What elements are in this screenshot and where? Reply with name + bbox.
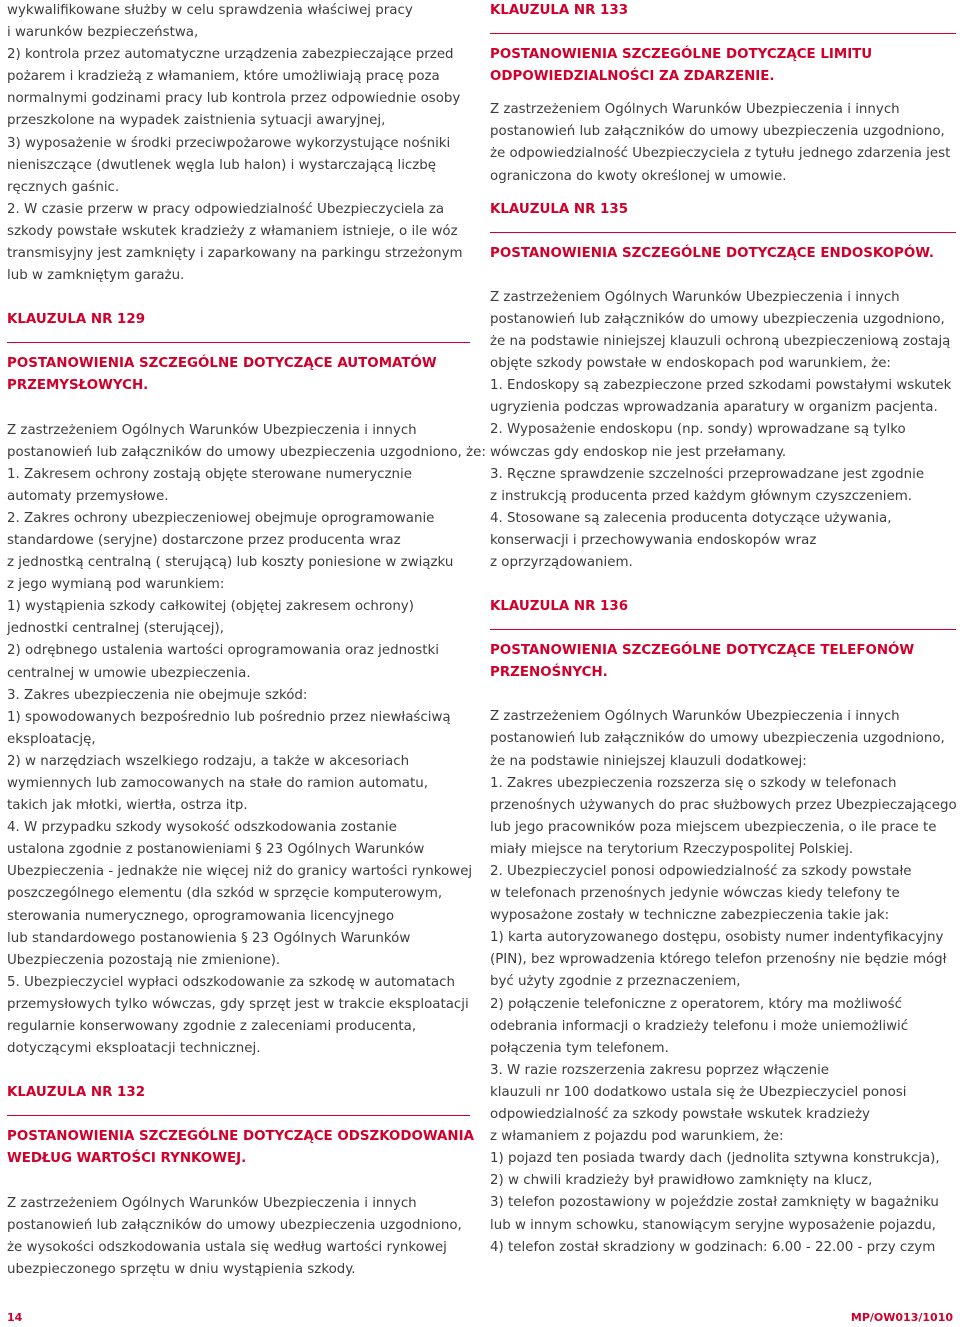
paragraph-line: jednostki centralnej (sterującej),: [7, 621, 224, 637]
paragraph-line: ograniczona do kwoty określonej w umowie.: [490, 168, 787, 184]
paragraph-line: konserwacji i przechowywania endoskopów wraz: [490, 532, 817, 548]
paragraph-line: lub jego pracowników poza miejscem ubezpieczenia, o ile prace te: [490, 819, 937, 835]
clause-135-divider: [490, 232, 956, 233]
clause-136-divider: [490, 629, 956, 630]
paragraph-line: 3. Ręczne sprawdzenie szczelności przeprowadzane jest zgodnie: [490, 466, 925, 482]
paragraph-line: z jednostką centralną ( sterującą) lub koszty poniesione w związku: [7, 555, 454, 571]
paragraph-line: ustalona zgodnie z postanowieniami § 23 Ogólnych Warunków: [7, 842, 425, 858]
paragraph-line: 1) pojazd ten posiada twardy dach (jednolita sztywna konstrukcja),: [490, 1151, 940, 1167]
paragraph-line: eksploatację,: [7, 731, 96, 747]
paragraph-line: takich jak młotki, wiertła, ostrza itp.: [7, 798, 248, 814]
paragraph-line: przeszkolone na wypadek zaistnienia sytuacji awaryjnej,: [7, 113, 386, 129]
paragraph-line: że na podstawie niniejszej klauzuli dodatkowej:: [490, 753, 807, 769]
paragraph-line: wymiennych lub zamocowanych na stałe do ramion automatu,: [7, 776, 428, 791]
paragraph-line: wyposażone zostały w techniczne zabezpieczenia takie jak:: [490, 908, 890, 924]
paragraph-line: z jego wymianą pod warunkiem:: [7, 577, 225, 593]
clause-title-line: POSTANOWIENIA SZCZEGÓLNE DOTYCZĄCE ODSZKODOWANIA: [7, 1129, 474, 1145]
paragraph-line: 1) wystąpienia szkody całkowitej (objętej zakresem ochrony): [7, 599, 414, 615]
paragraph-line: 2) w narzędziach wszelkiego rodzaju, a także w akcesoriach: [7, 753, 410, 769]
paragraph-line: Z zastrzeżeniem Ogólnych Warunków Ubezpieczenia i innych: [490, 102, 900, 118]
paragraph-line: regularnie konserwowany zgodnie z zaleceniami producenta,: [7, 1019, 417, 1035]
paragraph-line: miały miejsce na terytorium Rzeczypospolitej Polskiej.: [490, 841, 854, 857]
paragraph-line: przenośnych używanych do prac służbowych przez Ubezpieczającego: [490, 797, 957, 813]
paragraph-line: że na podstawie niniejszej klauzuli ochroną ubezpieczeniową zostają: [490, 334, 951, 350]
clause-135-number: KLAUZULA NR 135: [490, 201, 629, 217]
paragraph-line: 2) odrębnego ustalenia wartości oprogramowania oraz jednostki: [7, 643, 439, 659]
clause-title-line: POSTANOWIENIA SZCZEGÓLNE DOTYCZĄCE TELEFONÓW: [490, 643, 915, 659]
paragraph-line: 3) wyposażenie w środki przeciwpożarowe wykorzystujące nośniki: [7, 135, 451, 151]
paragraph-line: 1. Zakres ubezpieczenia rozszerza się o szkody w telefonach: [490, 775, 897, 791]
paragraph-line: z oprzyrządowaniem.: [490, 554, 633, 570]
paragraph-line: odebrania informacji o kradzieży telefonu i może uniemożliwić: [490, 1018, 909, 1034]
paragraph-line: wówczas gdy endoskop nie jest przełamany.: [490, 444, 787, 460]
paragraph-line: 2. Ubezpieczyciel ponosi odpowiedzialność za szkody powstałe: [490, 864, 912, 879]
paragraph-line: postanowień lub załączników do umowy ubezpieczenia uzgodniono,: [7, 1217, 462, 1233]
clause-132-divider: [7, 1115, 470, 1116]
left-column: [7, 0, 486, 1281]
paragraph-line: 1) spowodowanych bezpośrednio lub pośrednio przez niewłaściwą: [7, 709, 451, 725]
paragraph-line: że odpowiedzialność Ubezpieczyciela z tytułu jednego zdarzenia jest: [490, 146, 951, 162]
paragraph-line: 1. Zakresem ochrony zostają objęte sterowane numerycznie: [7, 466, 413, 482]
clause-133-number: KLAUZULA NR 133: [490, 3, 629, 18]
paragraph-line: poszczególnego elementu (dla szkód w sprzęcie komputerowym,: [7, 886, 443, 902]
clause-title-line: ODPOWIEDZIALNOŚCI ZA ZDARZENIE.: [490, 69, 775, 85]
paragraph-line: lub standardowego postanowienia § 23 Ogólnych Warunków: [7, 930, 411, 946]
paragraph-line: ręcznych gaśnic.: [7, 179, 120, 195]
paragraph-line: Z zastrzeżeniem Ogólnych Warunków Ubezpieczenia i innych: [7, 422, 417, 438]
intro-section: [7, 0, 470, 287]
clause-133-title: [490, 44, 956, 88]
clause-title-line: PRZENOŚNYCH.: [490, 665, 608, 681]
paragraph-line: normalnymi godzinami pracy lub kontrola przez odpowiednie osoby: [7, 91, 461, 107]
clause-135-body: [490, 287, 956, 574]
paragraph-line: 3) telefon pozostawiony w pojeździe został zamknięty w bagażniku: [490, 1195, 939, 1211]
paragraph-line: ubezpieczonego sprzętu w dniu wystąpienia szkody.: [7, 1261, 356, 1277]
paragraph-line: 2. W czasie przerw w pracy odpowiedzialność Ubezpieczyciela za: [7, 201, 445, 217]
paragraph-line: postanowień lub załączników do umowy ubezpieczenia uzgodniono, że:: [7, 444, 486, 460]
paragraph-line: Z zastrzeżeniem Ogólnych Warunków Ubezpieczenia i innych: [490, 709, 900, 725]
paragraph-line: Ubezpieczenia - jednakże nie więcej niż do granicy wartości rynkowej: [7, 864, 473, 880]
paragraph-line: 4. W przypadku szkody wysokość odszkodowania zostanie: [7, 820, 397, 836]
paragraph-line: Ubezpieczenia pozostają nie zmienione).: [7, 952, 281, 968]
paragraph-line: przemysłowych tylko wówczas, gdy sprzęt jest w trakcie eksploatacji: [7, 996, 469, 1012]
paragraph-line: z włamaniem z pojazdu pod warunkiem, że:: [490, 1129, 784, 1145]
right-column: [490, 0, 956, 1259]
paragraph-line: sterowania numerycznego, oprogramowania licencyjnego: [7, 908, 395, 924]
clause-133-body: [490, 99, 956, 187]
paragraph-line: szkody powstałe wskutek kradzieży z włamaniem istnieje, o ile wóz: [7, 223, 458, 239]
paragraph-line: standardowe (seryjne) dostarczone przez producenta wraz: [7, 532, 401, 548]
paragraph-line: 3. Zakres ubezpieczenia nie obejmuje szkód:: [7, 687, 308, 703]
paragraph-line: 2) połączenie telefoniczne z operatorem, który ma możliwość: [490, 996, 902, 1012]
clause-title-line: WEDŁUG WARTOŚCI RYNKOWEJ.: [7, 1151, 247, 1167]
clause-129-number: KLAUZULA NR 129: [7, 312, 146, 328]
paragraph-line: 4. Stosowane są zalecenia producenta dotyczące używania,: [490, 510, 892, 526]
paragraph-line: pożarem i kradzieżą z włamaniem, które umożliwiają pracę poza: [7, 69, 440, 85]
clause-136-number: KLAUZULA NR 136: [490, 599, 629, 615]
clause-132-body: [7, 1193, 470, 1281]
paragraph-line: połączenia tym telefonem.: [490, 1040, 669, 1056]
paragraph-line: z instrukcją producenta przed każdym głównym czyszczeniem.: [490, 488, 913, 504]
paragraph-line: 2) w chwili kradzieży był prawidłowo zamknięty na klucz,: [490, 1173, 873, 1189]
paragraph-line: 3. W razie rozszerzenia zakresu poprzez włączenie: [490, 1062, 830, 1078]
paragraph-line: objęte szkody powstałe w endoskopach pod warunkiem, że:: [490, 356, 891, 372]
paragraph-line: 4) telefon został skradziony w godzinach: 6.00 - 22.00 - przy czym: [490, 1239, 936, 1255]
paragraph-line: być użyty zgodnie z przeznaczeniem,: [490, 974, 741, 990]
paragraph-line: Z zastrzeżeniem Ogólnych Warunków Ubezpieczenia i innych: [490, 289, 900, 305]
paragraph-line: centralnej w umowie ubezpieczenia.: [7, 665, 251, 681]
document-code: MP/OW013/1010: [850, 1311, 953, 1324]
paragraph-line: postanowień lub załączników do umowy ubezpieczenia uzgodniono,: [490, 124, 945, 140]
paragraph-line: postanowień lub załączników do umowy ubezpieczenia uzgodniono,: [490, 731, 945, 747]
paragraph-line: 5. Ubezpieczyciel wypłaci odszkodowanie za szkodę w automatach: [7, 974, 455, 990]
paragraph-line: klauzuli nr 100 dodatkowo ustala się że Ubezpieczyciel ponosi: [490, 1084, 907, 1100]
clause-136-body: [490, 706, 956, 1258]
paragraph-line: automaty przemysłowe.: [7, 488, 169, 504]
paragraph-line: 2) kontrola przez automatyczne urządzenia zabezpieczające przed: [7, 47, 454, 63]
clause-133-divider: [490, 33, 956, 34]
paragraph-line: że wysokości odszkodowania ustala się według wartości rynkowej: [7, 1239, 447, 1255]
paragraph-line: transmisyjny jest zamknięty i zaparkowany na parkingu strzeżonym: [7, 246, 463, 262]
paragraph-line: w telefonach przenośnych jedynie wówczas kiedy telefony te: [490, 886, 900, 902]
paragraph-line: Z zastrzeżeniem Ogólnych Warunków Ubezpieczenia i innych: [7, 1195, 417, 1211]
clause-129-body: [7, 420, 486, 1061]
clause-132-number: KLAUZULA NR 132: [7, 1085, 146, 1101]
paragraph-line: postanowień lub załączników do umowy ubezpieczenia uzgodniono,: [490, 311, 945, 327]
clause-title-line: PRZEMYSŁOWYCH.: [7, 378, 149, 394]
clause-135-title: [490, 243, 956, 265]
paragraph-line: wykwalifikowane służby w celu sprawdzenia właściwej pracy: [7, 3, 413, 18]
clause-title-line: POSTANOWIENIA SZCZEGÓLNE DOTYCZĄCE LIMITU: [490, 47, 873, 63]
clause-title-line: POSTANOWIENIA SZCZEGÓLNE DOTYCZĄCE ENDOSKOPÓW.: [490, 245, 934, 261]
clause-129-divider: [7, 342, 470, 343]
paragraph-line: i warunków bezpieczeństwa,: [7, 25, 199, 41]
page-number: 14: [7, 1311, 23, 1324]
paragraph-line: odpowiedzialność za szkody powstałe wskutek kradzieży: [490, 1107, 870, 1123]
paragraph-line: 2. Zakres ochrony ubezpieczeniowej obejmuje oprogramowanie: [7, 510, 435, 526]
paragraph-line: ugryzienia podczas wprowadzania aparatury w organizm pacjenta.: [490, 400, 938, 416]
paragraph-line: 1) karta autoryzowanego dostępu, osobisty numer indentyfikacyjny: [490, 930, 944, 946]
clause-132-title: [7, 1126, 474, 1170]
paragraph-line: 2. Wyposażenie endoskopu (np. sondy) wprowadzane są tylko: [490, 422, 906, 438]
clause-title-line: POSTANOWIENIA SZCZEGÓLNE DOTYCZĄCE AUTOMATÓW: [7, 356, 437, 372]
clause-129-title: [7, 353, 470, 397]
paragraph-line: lub w zamkniętym garażu.: [7, 268, 185, 284]
paragraph-line: 1. Endoskopy są zabezpieczone przed szkodami powstałymi wskutek: [490, 378, 952, 394]
paragraph-line: (PIN), bez wprowadzenia którego telefon przenośny nie będzie mógł: [490, 952, 947, 968]
paragraph-line: lub w innym schowku, stanowiącym seryjne wyposażenie pojazdu,: [490, 1217, 936, 1233]
paragraph-line: nieniszczące (dwutlenek węgla lub halon) i wystarczającą liczbę: [7, 157, 437, 173]
clause-136-title: [490, 640, 956, 684]
paragraph-line: dotyczącymi eksploatacji technicznej.: [7, 1041, 261, 1057]
